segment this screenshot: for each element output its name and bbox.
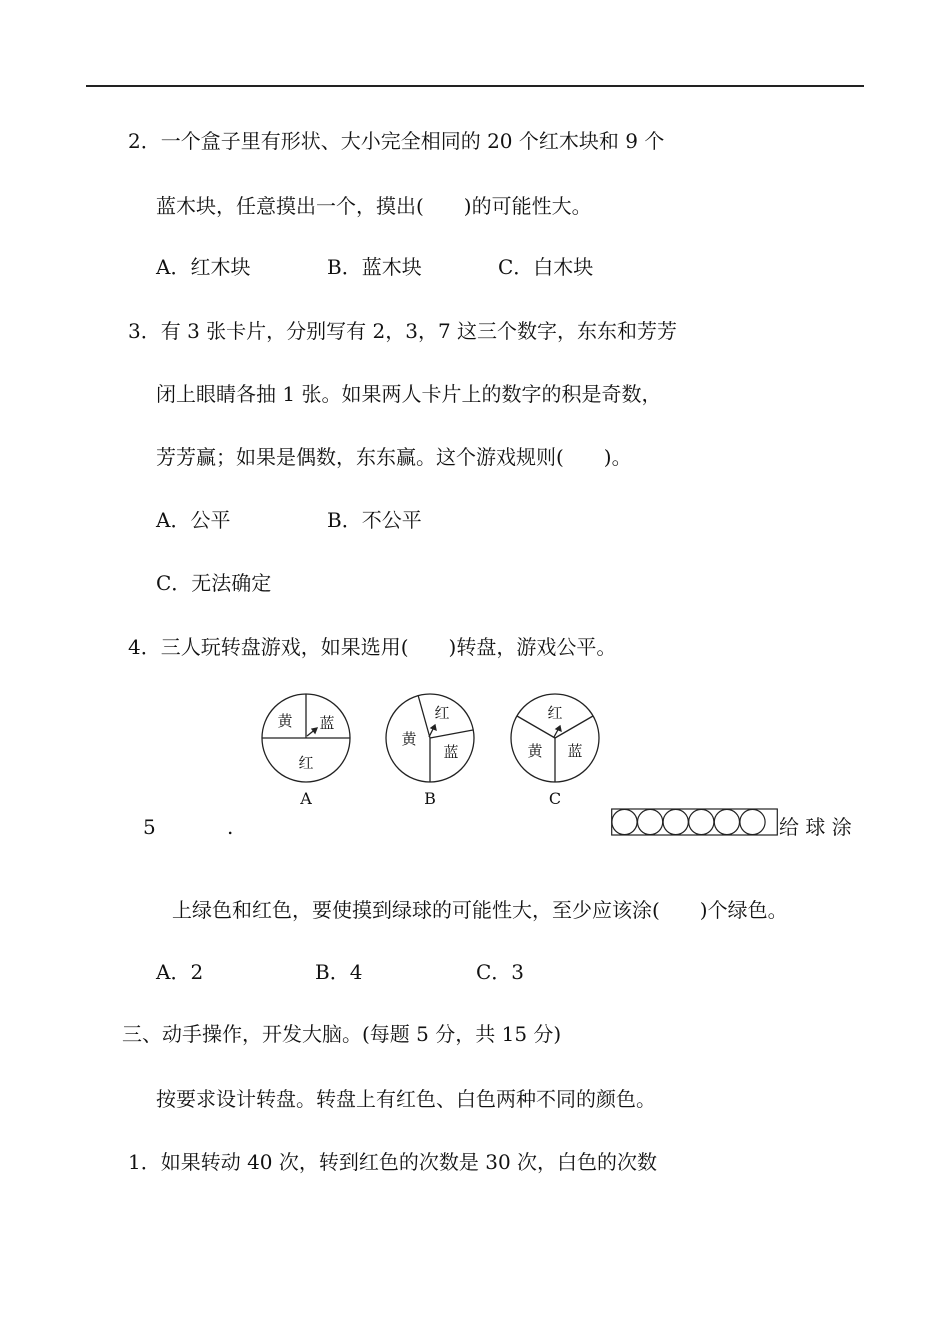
spinner-b-pointer-head: [431, 725, 436, 730]
spinner-b-label-yellow: 黄: [401, 730, 417, 748]
top-rule: [86, 85, 864, 87]
q5-option-b: B．4: [315, 960, 363, 984]
spinner-c-label-red: 红: [547, 704, 563, 722]
ball: [740, 809, 765, 834]
spinner-c-caption: C: [548, 789, 562, 808]
ball: [638, 809, 663, 834]
spinner-b-divider-1: [418, 695, 430, 738]
q2-option-b: B．蓝木块: [327, 255, 422, 279]
ball: [689, 809, 714, 834]
q3-option-b: B．不公平: [327, 508, 422, 532]
q2-option-c: C．白木块: [498, 255, 594, 279]
q3-option-c: C．无法确定: [156, 571, 272, 595]
q5-number: 5: [143, 815, 156, 839]
spinner-figure-svg: [255, 688, 615, 813]
q5-dot: .: [227, 815, 234, 839]
ball: [612, 809, 637, 834]
ball: [714, 809, 739, 834]
spinner-a-pointer-head: [312, 728, 317, 733]
q4-line-1: 4．三人玩转盘游戏，如果选用( )转盘，游戏公平。: [128, 635, 617, 659]
ball: [663, 809, 688, 834]
ball-row-svg: [611, 808, 778, 836]
q2-line-1: 2．一个盒子里有形状、大小完全相同的 20 个红木块和 9 个: [128, 129, 665, 153]
spinner-a-label-yellow: 黄: [277, 712, 293, 730]
spinner-b-divider-2: [430, 730, 473, 738]
spinner-a-label-red: 红: [298, 754, 314, 772]
spinner-b: [386, 694, 474, 782]
spinner-c-label-yellow: 黄: [527, 742, 543, 760]
q2-option-a: A．红木块: [156, 255, 251, 279]
q3-line-2: 闭上眼睛各抽 1 张。如果两人卡片上的数字的积是奇数，: [156, 382, 662, 406]
q3-line-1: 3．有 3 张卡片，分别写有 2，3，7 这三个数字，东东和芳芳: [128, 319, 678, 343]
q5-line-2: 上绿色和红色，要使摸到绿球的可能性大，至少应该涂( )个绿色。: [172, 898, 788, 922]
q5-option-c: C．3: [476, 960, 525, 984]
spinner-c-label-blue: 蓝: [567, 742, 583, 760]
q5-option-a: A．2: [156, 960, 204, 984]
spinner-b-caption: B: [424, 789, 436, 808]
q3-line-3: 芳芳赢；如果是偶数，东东赢。这个游戏规则( )。: [156, 445, 632, 469]
q3-option-a: A．公平: [156, 508, 231, 532]
spinner-figures: [255, 688, 615, 813]
spinner-b-label-blue: 蓝: [443, 743, 459, 761]
section3-q1: 1．如果转动 40 次，转到红色的次数是 30 次，白色的次数: [128, 1150, 658, 1174]
section3-intro: 按要求设计转盘。转盘上有红色、白色两种不同的颜色。: [156, 1087, 656, 1111]
spinner-a-label-blue: 蓝: [319, 714, 335, 732]
spinner-a-caption: A: [300, 789, 312, 808]
spinner-c-pointer-head: [556, 726, 561, 731]
section3-title: 三、动手操作，开发大脑。(每题 5 分，共 15 分): [122, 1022, 562, 1046]
ball-row: [611, 808, 778, 836]
q5-tail: 给 球 涂: [779, 815, 852, 839]
spinner-b-label-red: 红: [434, 704, 450, 722]
q2-line-2: 蓝木块，任意摸出一个，摸出( )的可能性大。: [156, 194, 592, 218]
